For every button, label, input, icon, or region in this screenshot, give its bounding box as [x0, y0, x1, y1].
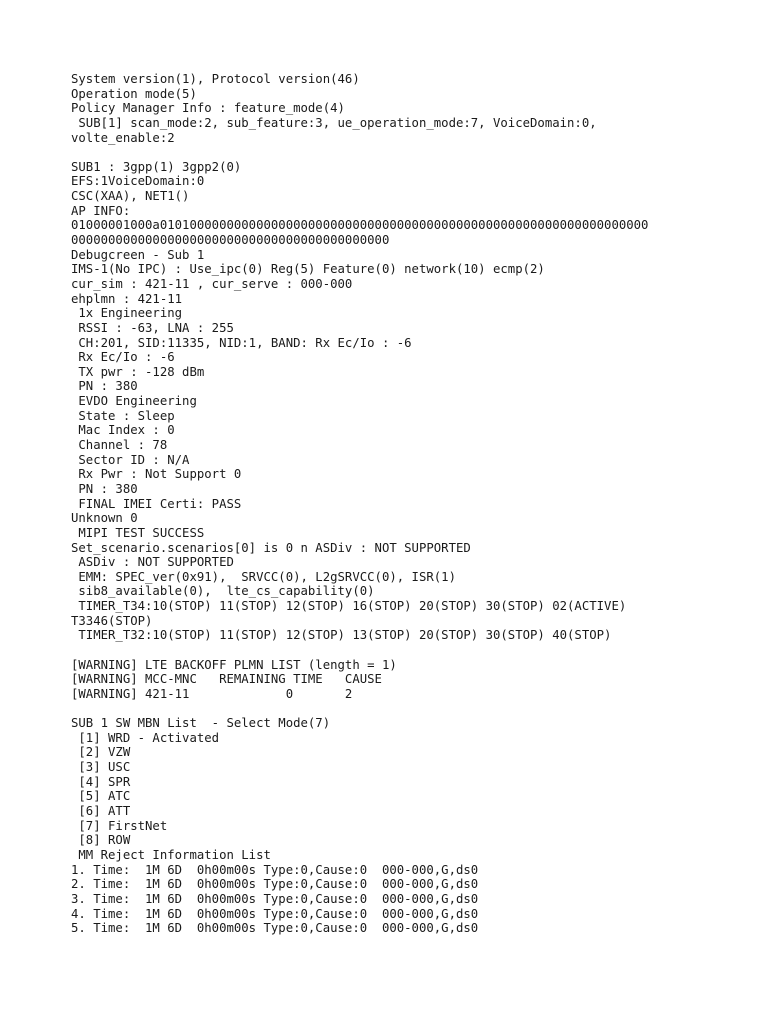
debug-text-line: RSSI : -63, LNA : 255	[71, 320, 234, 335]
debug-text-line: sib8_available(0), lte_cs_capability(0)	[71, 584, 375, 599]
debug-text-line: [WARNING] MCC-MNC REMAINING TIME CAUSE	[71, 672, 382, 687]
debug-text-line: T3346(STOP)	[71, 613, 153, 628]
debug-text-line	[71, 145, 761, 160]
debug-text-line: EVDO Engineering	[71, 394, 197, 409]
debug-text-line: FINAL IMEI Certi: PASS	[71, 496, 242, 511]
debug-text-line: IMS-1(No IPC) : Use_ipc(0) Reg(5) Feature(0) network(10) ecmp(2)	[71, 262, 545, 277]
debug-text-line: 1x Engineering	[71, 306, 183, 321]
debug-text-line	[71, 643, 761, 658]
debug-text-line: Channel : 78	[71, 438, 168, 453]
debug-text-line: ehplmn : 421-11	[71, 291, 183, 306]
debug-text-line: [8] ROW	[71, 833, 131, 848]
debug-text-line: 3. Time: 1M 6D 0h00m00s Type:0,Cause:0 000-000,G,ds0	[71, 891, 479, 906]
debug-text-line: MM Reject Information List	[71, 847, 271, 862]
debug-text-line: [6] ATT	[71, 804, 131, 819]
debug-text-line: [WARNING] LTE BACKOFF PLMN LIST (length = 1)	[71, 657, 397, 672]
debug-text-line: 01000001000a010100000000000000000000000000000000000000000000000000000000000000	[71, 218, 649, 233]
debug-text-line: 2. Time: 1M 6D 0h00m00s Type:0,Cause:0 000-000,G,ds0	[71, 877, 479, 892]
debug-text-line: SUB[1] scan_mode:2, sub_feature:3, ue_operation_mode:7, VoiceDomain:0,	[71, 115, 597, 130]
debug-text-line: 5. Time: 1M 6D 0h00m00s Type:0,Cause:0 000-000,G,ds0	[71, 921, 479, 936]
debug-text-line: Unknown 0	[71, 511, 138, 526]
debug-text-line: EFS:1VoiceDomain:0	[71, 174, 205, 189]
debug-text-line: PN : 380	[71, 379, 138, 394]
debug-text-line: SUB 1 SW MBN List - Select Mode(7)	[71, 716, 331, 731]
debug-text-line: [7] FirstNet	[71, 818, 168, 833]
debug-text-line: TIMER_T32:10(STOP) 11(STOP) 12(STOP) 13(STOP) 20(STOP) 30(STOP) 40(STOP)	[71, 628, 612, 643]
debug-text-line: State : Sleep	[71, 408, 175, 423]
debug-text-line: Mac Index : 0	[71, 423, 175, 438]
debug-text-line: EMM: SPEC_ver(0x91), SRVCC(0), L2gSRVCC(0), ISR(1)	[71, 569, 456, 584]
debug-text-line: volte_enable:2	[71, 130, 175, 145]
debug-text-line: MIPI TEST SUCCESS	[71, 525, 205, 540]
debug-text-line: TIMER_T34:10(STOP) 11(STOP) 12(STOP) 16(STOP) 20(STOP) 30(STOP) 02(ACTIVE)	[71, 599, 627, 614]
debug-text-line: [5] ATC	[71, 789, 131, 804]
debug-text-line: Policy Manager Info : feature_mode(4)	[71, 101, 345, 116]
debug-text-line: 4. Time: 1M 6D 0h00m00s Type:0,Cause:0 000-000,G,ds0	[71, 906, 479, 921]
debug-text-line: Rx Ec/Io : -6	[71, 350, 175, 365]
debug-text-line: [4] SPR	[71, 774, 131, 789]
debug-text-line: Rx Pwr : Not Support 0	[71, 467, 242, 482]
debug-text-line: [WARNING] 421-11 0 2	[71, 686, 353, 701]
debug-text-line	[71, 702, 761, 717]
debug-text-line: cur_sim : 421-11 , cur_serve : 000-000	[71, 276, 353, 291]
debug-text-line: System version(1), Protocol version(46)	[71, 72, 360, 86]
debug-text-line: [2] VZW	[71, 745, 131, 760]
debug-info-document	[71, 72, 761, 936]
debug-text-line: AP INFO:	[71, 203, 131, 218]
debug-text-line: 1. Time: 1M 6D 0h00m00s Type:0,Cause:0 000-000,G,ds0	[71, 862, 479, 877]
debug-text-line: Debugcreen - Sub 1	[71, 247, 205, 262]
debug-text-line: Sector ID : N/A	[71, 452, 190, 467]
debug-text-line: [3] USC	[71, 760, 131, 775]
debug-text-line: TX pwr : -128 dBm	[71, 364, 205, 379]
debug-text-line: SUB1 : 3gpp(1) 3gpp2(0)	[71, 159, 242, 174]
debug-text-line: ASDiv : NOT SUPPORTED	[71, 555, 234, 570]
debug-text-line: Operation mode(5)	[71, 86, 197, 101]
debug-text-line: CH:201, SID:11335, NID:1, BAND: Rx Ec/Io : -6	[71, 335, 412, 350]
debug-text-line: 0000000000000000000000000000000000000000000	[71, 233, 390, 248]
debug-text-line: Set_scenario.scenarios[0] is 0 n ASDiv : NOT SUPPORTED	[71, 540, 471, 555]
debug-text-line: PN : 380	[71, 481, 138, 496]
debug-text-line: [1] WRD - Activated	[71, 730, 220, 745]
debug-text-line: CSC(XAA), NET1()	[71, 189, 190, 204]
